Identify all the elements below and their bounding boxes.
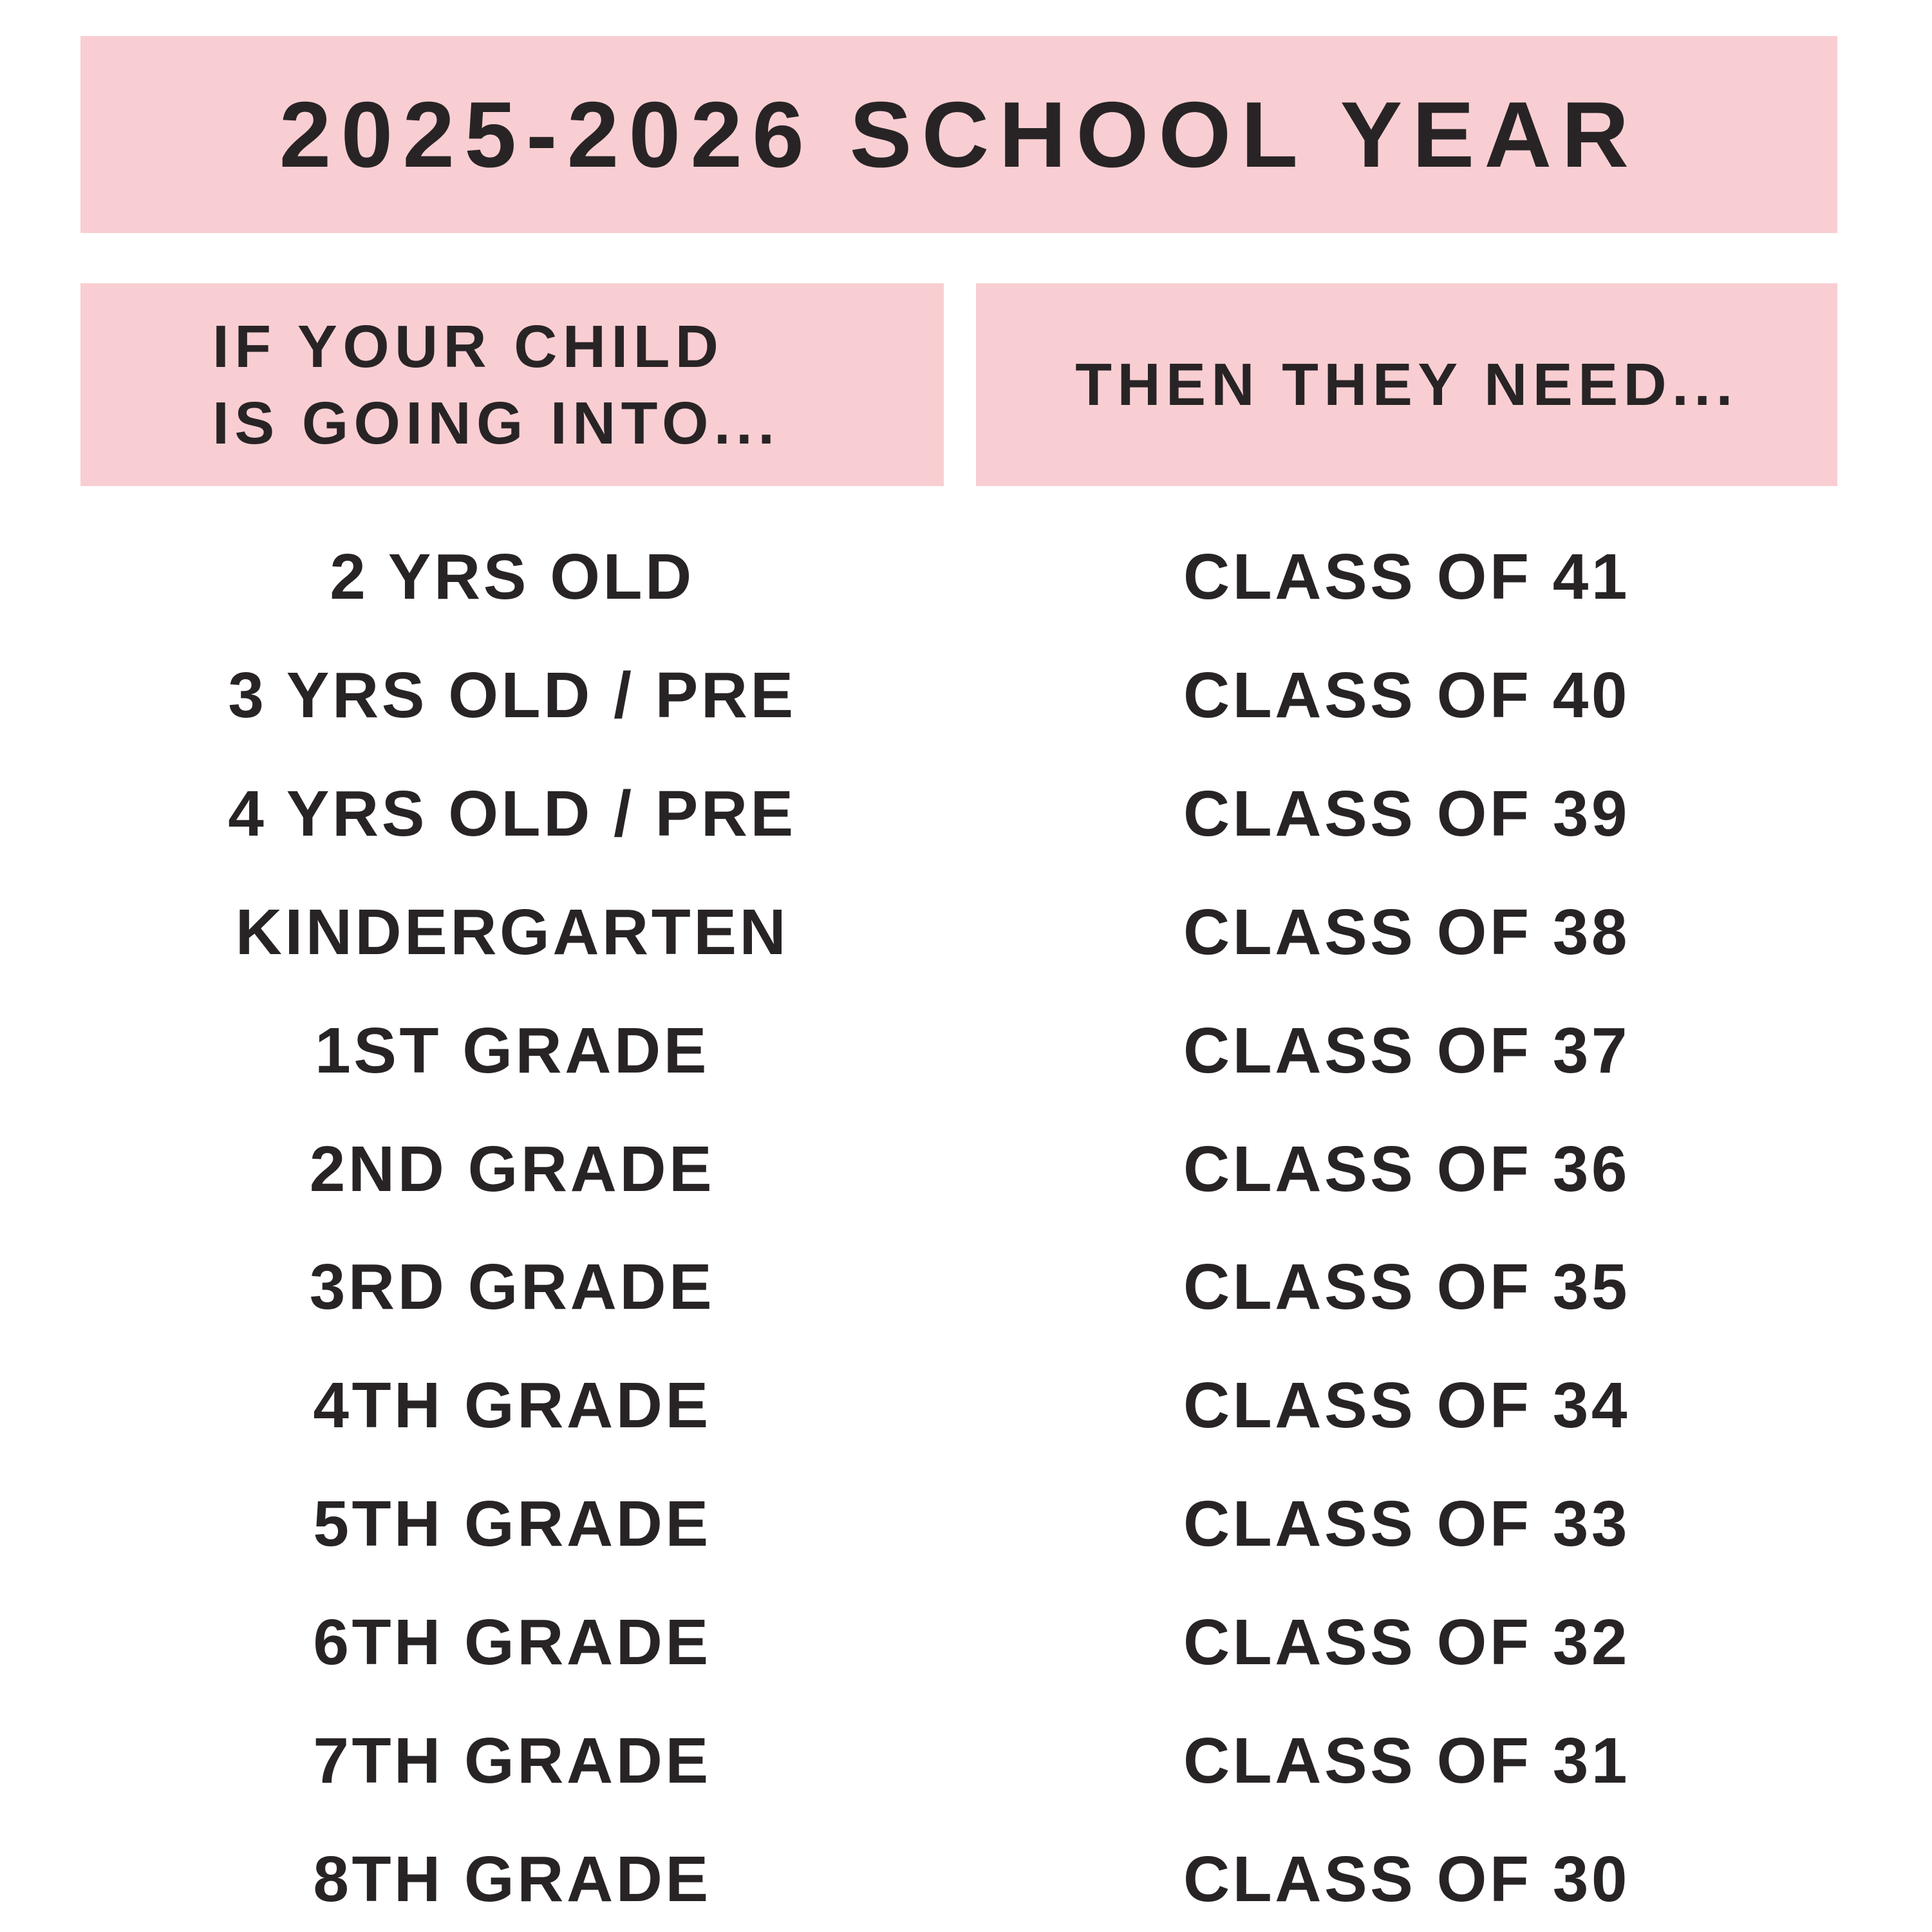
- table-row: [0, 1583, 1932, 1702]
- column-header-grade-line1: IF YOUR CHILD: [212, 313, 724, 380]
- class-of-cell: CLASS OF 40: [1183, 659, 1631, 732]
- table-row: [0, 1465, 1932, 1584]
- table-row: [0, 518, 1932, 637]
- class-of-cell: CLASS OF 39: [1183, 778, 1631, 850]
- class-of-cell: CLASS OF 30: [1183, 1843, 1631, 1915]
- class-of-cell: CLASS OF 31: [1183, 1724, 1631, 1797]
- class-of-cell: CLASS OF 38: [1183, 896, 1631, 968]
- class-of-cell: CLASS OF 36: [1183, 1132, 1631, 1205]
- table-row: [0, 1347, 1932, 1465]
- table-row: [0, 991, 1932, 1110]
- grade-cell: 2 YRS OLD: [330, 541, 695, 614]
- column-header-class: [976, 283, 1837, 486]
- grade-cell: 8TH GRADE: [313, 1843, 711, 1915]
- class-of-cell: CLASS OF 32: [1183, 1606, 1631, 1678]
- column-header-grade: [80, 283, 944, 486]
- grade-cell: 3 YRS OLD / PRE: [228, 659, 796, 732]
- class-of-cell: CLASS OF 37: [1183, 1014, 1631, 1087]
- column-header-grade-line2: IS GOING INTO...: [212, 389, 780, 456]
- grade-cell: 3RD GRADE: [309, 1251, 715, 1324]
- grade-cell: 4TH GRADE: [313, 1369, 711, 1442]
- table-row: [0, 1228, 1932, 1347]
- table-row: [0, 1110, 1932, 1228]
- grade-cell: KINDERGARTEN: [235, 896, 789, 968]
- table-body: [0, 518, 1932, 1932]
- column-header-class-label: THEN THEY NEED...: [1075, 351, 1738, 418]
- class-of-cell: CLASS OF 41: [1183, 541, 1631, 614]
- table-row: [0, 755, 1932, 874]
- title-banner: [80, 36, 1837, 233]
- grade-cell: 2ND GRADE: [309, 1132, 715, 1205]
- grade-cell: 7TH GRADE: [313, 1724, 711, 1797]
- grade-cell: 1ST GRADE: [315, 1014, 709, 1087]
- class-of-cell: CLASS OF 35: [1183, 1251, 1631, 1324]
- grade-cell: 4 YRS OLD / PRE: [228, 778, 796, 850]
- table-row: [0, 873, 1932, 991]
- page-title: 2025-2026 SCHOOL YEAR: [279, 82, 1639, 187]
- table-row: [0, 637, 1932, 755]
- grade-cell: 5TH GRADE: [313, 1488, 711, 1561]
- table-row: [0, 1702, 1932, 1820]
- table-row: [0, 1820, 1932, 1932]
- class-of-cell: CLASS OF 33: [1183, 1488, 1631, 1561]
- class-of-cell: CLASS OF 34: [1183, 1369, 1631, 1442]
- grade-cell: 6TH GRADE: [313, 1606, 711, 1678]
